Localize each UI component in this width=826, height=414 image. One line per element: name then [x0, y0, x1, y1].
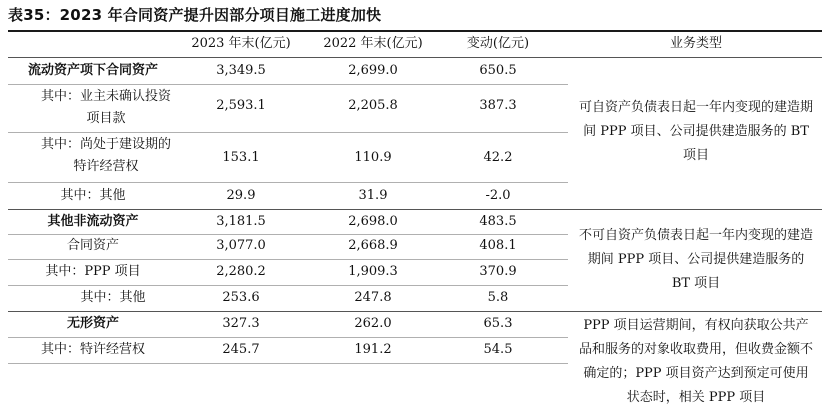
- row-rule: [8, 259, 568, 260]
- group-rule: [8, 209, 822, 210]
- group-rule: [8, 311, 822, 312]
- row-rule: [8, 132, 568, 133]
- row-value-2023: 2,593.1: [216, 98, 266, 113]
- header-business-type: 业务类型: [669, 36, 722, 51]
- header-2022: 2022 年末(亿元): [323, 36, 423, 51]
- row-value-change: 42.2: [483, 150, 513, 165]
- table-title: 表35：2023 年合同资产提升因部分项目施工进度加快: [8, 6, 382, 24]
- table-top-rule: [8, 30, 822, 32]
- row-value-change: 387.3: [479, 98, 517, 113]
- row-value-2023: 3,181.5: [216, 214, 266, 229]
- row-value-2022: 1,909.3: [348, 264, 398, 279]
- row-value-change: 5.8: [487, 290, 509, 305]
- row-value-change: -2.0: [485, 188, 511, 203]
- row-label: 其他非流动资产: [47, 214, 139, 229]
- row-rule: [8, 234, 568, 235]
- row-value-2022: 2,698.0: [348, 214, 398, 229]
- row-value-2023: 29.9: [226, 188, 256, 203]
- row-value-2022: 2,205.8: [348, 98, 398, 113]
- row-value-change: 65.3: [483, 316, 513, 331]
- row-label: 其中：尚处于建设期的特许经营权: [40, 137, 171, 174]
- row-value-2023: 253.6: [222, 290, 260, 305]
- row-label: 其中：PPP 项目: [45, 264, 141, 279]
- row-rule: [8, 84, 568, 85]
- row-value-2023: 3,077.0: [216, 238, 266, 253]
- business-type-noncurrent: 不可自资产负债表日起一年内变现的建造期间 PPP 项目、公司提供建造服务的 BT 项目: [578, 228, 813, 291]
- row-label: 其中：特许经营权: [40, 342, 145, 357]
- business-type-current: 可自资产负债表日起一年内变现的建造期间 PPP 项目、公司提供建造服务的 BT 项目: [578, 100, 813, 163]
- row-value-2022: 191.2: [354, 342, 392, 357]
- row-label: 流动资产项下合同资产: [27, 63, 158, 78]
- row-rule: [8, 337, 568, 338]
- row-value-change: 54.5: [483, 342, 513, 357]
- row-label: 其中：其他: [80, 290, 146, 305]
- header-rule: [8, 57, 822, 58]
- row-label: 其中：其他: [60, 188, 126, 203]
- row-value-2022: 31.9: [358, 188, 388, 203]
- row-label: 合同资产: [66, 238, 119, 253]
- row-value-2023: 2,280.2: [216, 264, 266, 279]
- row-value-change: 650.5: [479, 63, 517, 78]
- row-value-2022: 2,699.0: [348, 63, 398, 78]
- row-value-2023: 3,349.5: [216, 63, 266, 78]
- row-label: 其中：业主未确认投资项目款: [40, 89, 171, 126]
- row-rule: [8, 182, 568, 183]
- business-type-intangible: PPP 项目运营期间，有权向获取公共产品和服务的对象收取费用，但收费金额不确定的；PPP 项目资产达到预定可使用状态时，相关 PPP 项目: [578, 318, 813, 405]
- row-value-change: 408.1: [479, 238, 517, 253]
- row-value-2022: 247.8: [354, 290, 392, 305]
- header-change: 变动(亿元): [466, 36, 530, 51]
- row-value-change: 370.9: [479, 264, 517, 279]
- row-value-2023: 245.7: [222, 342, 260, 357]
- row-value-2022: 2,668.9: [348, 238, 398, 253]
- row-value-2023: 327.3: [222, 316, 260, 331]
- row-label: 无形资产: [66, 316, 119, 331]
- row-rule: [8, 363, 568, 364]
- header-2023: 2023 年末(亿元): [191, 36, 291, 51]
- row-value-2023: 153.1: [222, 150, 260, 165]
- row-value-change: 483.5: [479, 214, 517, 229]
- row-rule: [8, 285, 568, 286]
- row-value-2022: 262.0: [354, 316, 392, 331]
- row-value-2022: 110.9: [354, 150, 392, 165]
